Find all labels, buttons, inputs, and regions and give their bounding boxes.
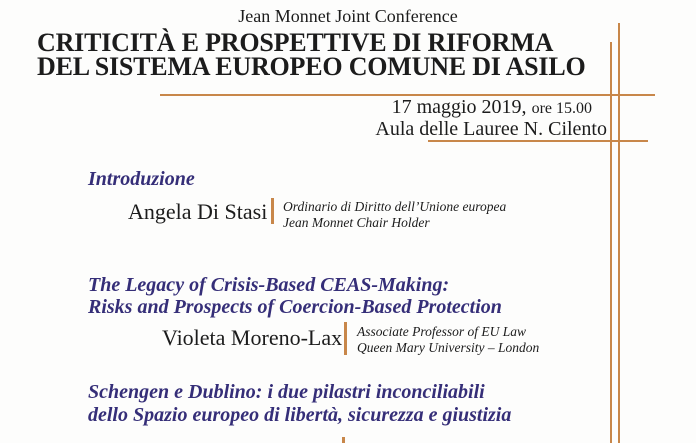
intro-speaker-divider — [271, 198, 274, 224]
event-time-text: ore 15.00 — [531, 100, 592, 117]
next-speaker-divider-tick — [342, 437, 345, 443]
intro-speaker-credentials — [283, 199, 506, 231]
event-date — [375, 97, 607, 119]
intro-session-title: Introduzione — [88, 168, 195, 190]
page-title-line-2: DEL SISTEMA EUROPEO COMUNE DI ASILO — [37, 52, 586, 81]
session3-title-line-2: dello Spazio europeo di libertà, sicurezza e giustizia — [88, 404, 512, 426]
intro-credential-line-1: Ordinario di Diritto dell’Unione europea — [283, 199, 507, 214]
session2-title — [88, 274, 502, 318]
session3-title — [88, 381, 511, 427]
page-title-line-1: CRITICITÀ E PROSPETTIVE DI RIFORMA — [37, 28, 554, 57]
session2-credential-line-1: Associate Professor of EU Law — [357, 324, 527, 339]
venue-underline — [428, 140, 648, 142]
event-venue: Aula delle Lauree N. Cilento — [375, 118, 607, 140]
accent-vline-outer — [618, 23, 620, 443]
event-when-where — [375, 97, 607, 140]
session2-speaker-credentials — [357, 324, 539, 356]
session2-title-line-1: The Legacy of Crisis-Based CEAS-Making: — [88, 274, 450, 296]
intro-speaker-name: Angela Di Stasi — [128, 199, 268, 224]
session2-speaker-divider — [344, 322, 347, 355]
session2-credential-line-2: Queen Mary University – London — [357, 340, 540, 355]
event-date-text: 17 maggio 2019, — [391, 96, 527, 118]
session2-title-line-2: Risks and Prospects of Coercion-Based Protection — [88, 296, 502, 318]
accent-vline-inner — [610, 42, 612, 443]
conference-label: Jean Monnet Joint Conference — [238, 6, 458, 26]
page-title — [37, 28, 586, 81]
session3-title-line-1: Schengen e Dublino: i due pilastri inconciliabili — [88, 381, 485, 403]
intro-credential-line-2: Jean Monnet Chair Holder — [283, 215, 430, 230]
session2-speaker-name: Violeta Moreno-Lax — [162, 325, 343, 350]
